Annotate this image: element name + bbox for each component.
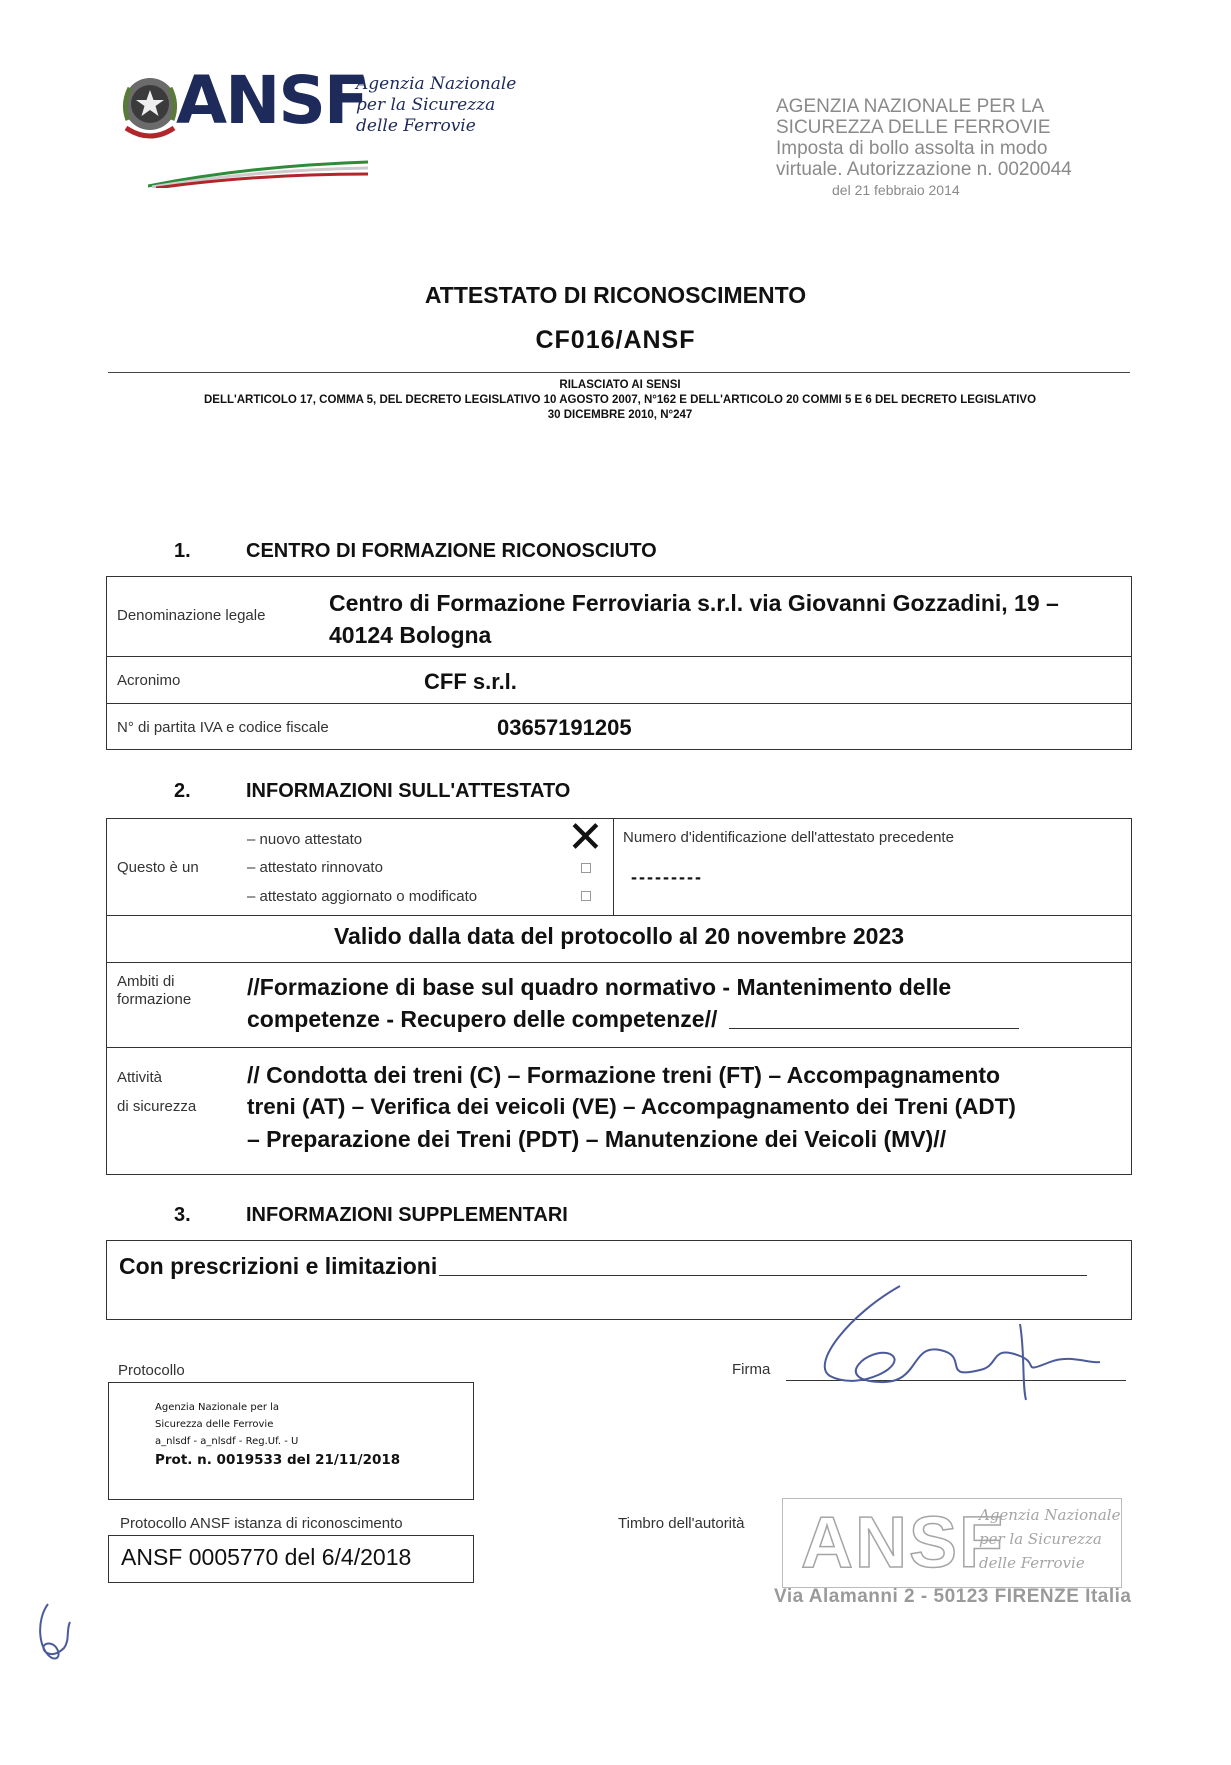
divider [108,372,1130,373]
prev-id-value: --------- [631,867,703,887]
section-2-table [106,813,1132,1175]
checkbox-rinnovato [581,863,591,873]
tax-stamp: AGENZIA NAZIONALE PER LA SICUREZZA DELLE FERROVIE Imposta di bollo assolta in modo virtuale. Autorizzazione n. 0020044 del 21 febbraio 2014 [776,96,1072,198]
logo-swoosh [148,158,368,188]
option-aggiornato: – attestato aggiornato o modificato [247,888,478,905]
attivita-label: Attività di sicurezza [117,1069,197,1115]
ansf-logo [118,62,538,180]
istanza-box [108,1535,474,1583]
signature [790,1284,1100,1404]
section-3-number: 3. [174,1204,191,1226]
istanza-value: ANSF 0005770 del 6/4/2018 [121,1544,412,1570]
logo-text: ANSF [176,62,367,139]
timbro-label: Timbro dell'autorità [618,1515,745,1532]
questo-label: Questo è un [117,859,199,876]
protocollo-box: Agenzia Nazionale per la Sicurezza delle Ferrovie a_nlsdf - a_nlsdf - Reg.Uf. - U Prot. n. 0019533 del 21/11/2018 [108,1382,474,1500]
option-rinnovato: – attestato rinnovato [247,859,383,876]
ambiti-label: Ambiti di formazione [117,973,192,1008]
firma-label: Firma [732,1361,771,1378]
agency-script: Agenzia Nazionale per la Sicurezza delle Ferrovie [356,74,517,136]
section-1-number: 1. [174,540,191,562]
row-label-partita-iva: N° di partita IVA e codice fiscale [117,719,329,736]
section-3-title: INFORMAZIONI SUPPLEMENTARI [246,1204,568,1226]
stamp-logo-text: ANSF [801,1503,1005,1583]
legal-basis: RILASCIATO AI SENSI DELL'ARTICOLO 17, COMMA 5, DEL DECRETO LEGISLATIVO 10 AGOSTO 2007, N°162 E DELL'ARTICOLO 20 COMMI 5 E 6 DEL DECRETO LEGISLATIVO 30 DICEMBRE 2010, N°247 [203,379,1037,421]
section-1-title: CENTRO DI FORMAZIONE RICONOSCIUTO [246,540,657,562]
istanza-label: Protocollo ANSF istanza di riconoscimento [120,1515,403,1532]
row-label-denominazione: Denominazione legale [117,607,266,624]
document-code: CF016/ANSF [535,326,696,354]
section-2-title: INFORMAZIONI SULL'ATTESTATO [246,780,571,802]
row-value-denominazione: Centro di Formazione Ferroviaria s.r.l. via Giovanni Gozzadini, 19 – 40124 Bologna [329,590,1059,648]
section-1-table [106,576,1132,750]
margin-initials [30,1600,74,1666]
address: Via Alamanni 2 - 50123 FIRENZE Italia [774,1586,1132,1607]
authority-stamp: ANSF Agenzia Nazionale per la Sicurezza delle Ferrovie [782,1498,1122,1588]
prev-id-label: Numero d'identificazione dell'attestato precedente [623,829,954,846]
ambiti-value: //Formazione di base sul quadro normativo - Mantenimento delle competenze - Recupero delle competenze// [247,971,1127,1035]
italian-emblem-icon [118,70,182,150]
protocollo-number: Prot. n. 0019533 del 21/11/2018 [155,1452,401,1468]
protocollo-label: Protocollo [118,1362,185,1379]
row-value-partita-iva: 03657191205 [497,715,632,740]
attivita-value: // Condotta dei treni (C) – Formazione treni (FT) – Accompagnamento treni (AT) – Verifica dei veicoli (VE) – Accompagnamento dei Treni (ADT) – Preparazione dei Treni (PDT) – Manutenzione dei Veicoli (MV)// [247,1062,1016,1152]
checkbox-aggiornato [581,891,591,901]
row-value-acronimo: CFF s.r.l. [424,669,517,694]
document-title: ATTESTATO DI RICONOSCIMENTO [424,282,807,308]
option-nuovo: – nuovo attestato [247,831,363,848]
section-2-number: 2. [174,780,191,802]
checkbox-nuovo-checked: ✕ [567,813,604,862]
row-label-acronimo: Acronimo [117,672,181,689]
validity: Valido dalla data del protocollo al 20 novembre 2023 [333,923,905,949]
supplementary-text: Con prescrizioni e limitazioni [119,1253,438,1279]
